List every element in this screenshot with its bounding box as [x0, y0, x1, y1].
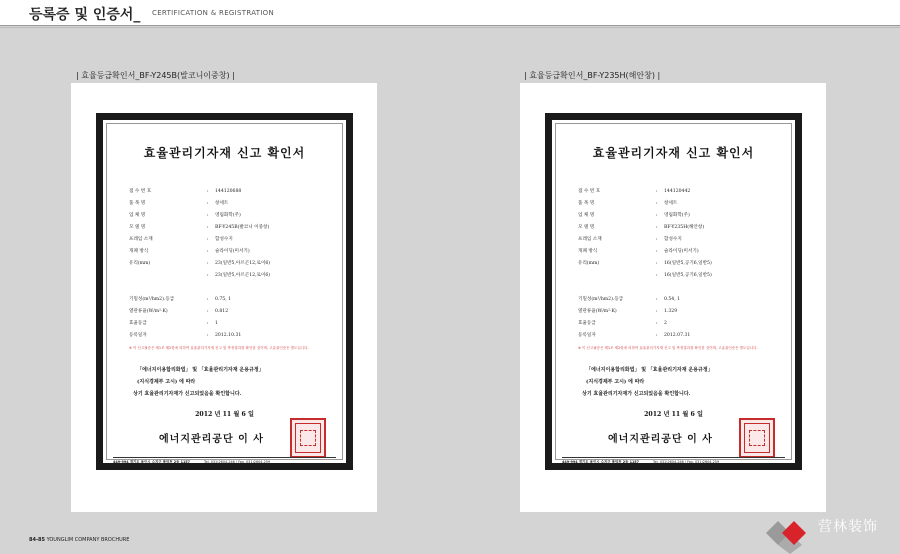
certificate-date: 2012 년 11 월 6 일: [195, 411, 254, 418]
field-row: 프레임 소재 : 합성수지: [129, 237, 233, 242]
certificate-issuer: 에너지관리공단 이 사: [608, 434, 713, 445]
red-seal-stamp: [290, 418, 326, 458]
red-seal-stamp: [739, 418, 775, 458]
field-value: 창세트: [215, 201, 229, 206]
address-divider: [113, 457, 336, 458]
field-value: 슬라이딩(미서기): [215, 249, 250, 254]
field-row: 유리(mm) : 23(일반5,아르곤12,로이6): [129, 261, 271, 266]
field-value: 1: [215, 321, 218, 326]
field-label: 프레임 소재: [129, 237, 153, 242]
brochure-name: YOUNGLIM COMPANY BROCHURE: [46, 537, 130, 543]
field-row: 업 체 명 : 영림화학(주): [129, 213, 241, 218]
certificate-paragraph: 「에너지이용합리화법」 및 「효율관리기자재 운용규정」: [586, 367, 713, 373]
field-label: 개폐 방식: [129, 249, 149, 254]
certificate-paragraph: (지식경제부 고시) 에 따라: [137, 379, 196, 385]
field-label: 개폐 방식: [578, 249, 598, 254]
page-subtitle: CERTIFICATION & REGISTRATION: [152, 9, 275, 17]
header-divider-secondary: [0, 27, 900, 28]
field-label: 모 델 명: [129, 225, 146, 230]
field-row: 프레임 소재 : 합성수지: [578, 237, 682, 242]
field-label: 접 수 번 호: [578, 189, 601, 194]
certificate-paragraph: 상기 효율관리기자재가 신고되었음을 확인합니다.: [133, 391, 242, 397]
certificate-issuer: 에너지관리공단 이 사: [159, 434, 264, 445]
certificate-paper: [520, 83, 826, 512]
field-value: 합성수지: [215, 237, 233, 242]
certificate-document: [552, 120, 795, 463]
field-label: 기밀성(m³/hm2).등급: [129, 297, 175, 302]
certificate-address: 449-994 경기도 용인시 수지구 풍덕천 2동 1157 Tel. 031)2604-246 | Fax. 031)2604-259: [113, 460, 271, 464]
certificate-note: ※ 이 신고필증은 제1조 제2항에 의하여 효율관리기자재 신고 및 측정결과를 확인한 것이며, 고효율인증은 별도입니다.: [129, 346, 309, 350]
field-value: 16(일반5,공기6,일반5): [664, 273, 712, 278]
field-value: 창세트: [664, 201, 678, 206]
field-row: 효율등급 : 1: [129, 321, 218, 326]
field-value: 2012.10.31: [215, 333, 242, 338]
field-value: 합성수지: [664, 237, 682, 242]
field-value: 23(일반5,아르곤12,로이6): [215, 273, 271, 278]
certificate-paragraph: (지식경제부 고시) 에 따라: [586, 379, 645, 385]
certificate-paragraph: 「에너지이용합리화법」 및 「효율관리기자재 운용규정」: [137, 367, 264, 373]
certificate-address: 449-994 경기도 용인시 수지구 풍덕천 2동 1157 Tel. 031)2604-246 | Fax. 031)2604-259: [562, 460, 720, 464]
certificate-note: ※ 이 신고필증은 제1조 제2항에 의하여 효율관리기자재 신고 및 측정결과를 확인한 것이며, 고효율인증은 별도입니다.: [578, 346, 758, 350]
field-label: 등록일자: [578, 333, 596, 338]
field-label: 품 목 명: [129, 201, 146, 206]
certificate-title: 효율관리기자재 신고 확인서: [592, 146, 755, 160]
field-row: 열관류율(W/m²·K) : 0.812: [129, 309, 229, 314]
certificate-document: [103, 120, 346, 463]
page-footer: [29, 537, 129, 543]
field-label: 등록일자: [129, 333, 147, 338]
field-value: BF-Y235H(해안창): [664, 225, 705, 230]
field-label: 모 델 명: [578, 225, 595, 230]
certificate-frame: [96, 113, 353, 470]
field-value: 영림화학(주): [215, 213, 241, 218]
field-label: 효율등급: [578, 321, 596, 326]
field-label: 기밀성(m³/hm2).등급: [578, 297, 624, 302]
field-row: 품 목 명 : 창세트: [578, 201, 678, 206]
certificate-paragraph: 상기 효율관리기자재가 신고되었음을 확인합니다.: [582, 391, 691, 397]
field-row: 모 델 명 : BF-Y245B(발코니 이중창): [129, 225, 270, 230]
field-label: 효율등급: [129, 321, 147, 326]
field-row: : 16(일반5,공기6,일반5): [656, 273, 712, 278]
field-row: 유리(mm) : 16(일반5,공기6,일반5): [578, 261, 712, 266]
field-value: 1.329: [664, 309, 678, 314]
field-label: 업 체 명: [578, 213, 595, 218]
page-title: 등록증 및 인증서_: [29, 7, 141, 23]
address-divider: [562, 457, 785, 458]
field-label: 업 체 명: [129, 213, 146, 218]
field-row: 등록일자 : 2012.10.31: [129, 333, 242, 338]
field-value: 슬라이딩(미서기): [664, 249, 699, 254]
field-row: 열관류율(W/m²·K) : 1.329: [578, 309, 678, 314]
field-row: 효율등급 : 2: [578, 321, 667, 326]
field-row: 등록일자 : 2012.07.31: [578, 333, 691, 338]
field-row: 개폐 방식 : 슬라이딩(미서기): [578, 249, 699, 254]
field-label: 프레임 소재: [578, 237, 602, 242]
field-label: 접 수 번 호: [129, 189, 152, 194]
field-label: 열관류율(W/m²·K): [578, 309, 617, 314]
field-label: 유리(mm): [578, 261, 600, 266]
field-value: 144120688: [215, 189, 242, 194]
certificate-paper: [71, 83, 377, 512]
page-header: [0, 0, 900, 26]
field-label: 열관류율(W/m²·K): [129, 309, 168, 314]
field-row: 접 수 번 호 : 144120688: [129, 189, 242, 194]
field-label: 유리(mm): [129, 261, 151, 266]
field-row: 기밀성(m³/hm2).등급 : 0.54, 1: [578, 297, 681, 302]
field-row: 품 목 명 : 창세트: [129, 201, 229, 206]
field-row: 접 수 번 호 : 144120442: [578, 189, 691, 194]
field-value: 2012.07.31: [664, 333, 691, 338]
certificate-date: 2012 년 11 월 6 일: [644, 411, 703, 418]
watermark-text: 营林装饰: [818, 519, 878, 535]
header-divider: [0, 25, 900, 26]
field-label: 품 목 명: [578, 201, 595, 206]
field-value: BF-Y245B(발코니 이중창): [215, 225, 270, 230]
field-row: 기밀성(m³/hm2).등급 : 0.75, 1: [129, 297, 232, 302]
field-row: 업 체 명 : 영림화학(주): [578, 213, 690, 218]
field-value: 0.54, 1: [664, 297, 681, 302]
field-value: 144120442: [664, 189, 691, 194]
field-row: 모 델 명 : BF-Y235H(해안창): [578, 225, 705, 230]
certificate-caption: | 효율등급확인서_BF-Y235H(해안창) |: [524, 71, 661, 80]
field-value: 0.812: [215, 309, 229, 314]
field-value: 2: [664, 321, 667, 326]
certificate-caption: | 효율등급확인서_BF-Y245B(발코니이중창) |: [76, 71, 235, 80]
certificate-frame: [545, 113, 802, 470]
certificate-title: 효율관리기자재 신고 확인서: [143, 146, 306, 160]
field-value: 영림화학(주): [664, 213, 690, 218]
field-row: : 23(일반5,아르곤12,로이6): [207, 273, 271, 278]
field-value: 23(일반5,아르곤12,로이6): [215, 261, 271, 266]
field-row: 개폐 방식 : 슬라이딩(미서기): [129, 249, 250, 254]
field-value: 16(일반5,공기6,일반5): [664, 261, 712, 266]
field-value: 0.75, 1: [215, 297, 232, 302]
page-numbers: 84-85: [29, 537, 45, 543]
